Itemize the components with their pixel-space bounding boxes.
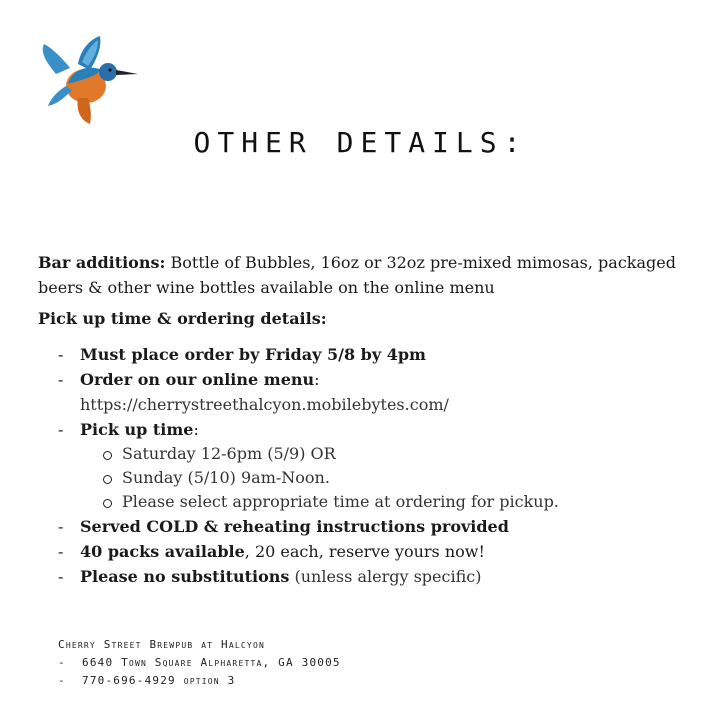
kingfisher-logo-icon: [38, 34, 138, 126]
dash-marker: -: [58, 420, 64, 439]
details-list: [38, 342, 688, 589]
bar-additions-text: Bottle of Bubbles, 16oz or 32oz pre-mixed mimosas, packaged beers & other wine bottles available on the online menu: [38, 253, 676, 297]
pickup-option-text: Please select appropriate time at ordering for pickup.: [122, 492, 559, 511]
dash-marker: -: [58, 674, 66, 687]
dash-marker: -: [58, 656, 66, 669]
address-text: 6640 Town Square Alpharetta, GA 30005: [82, 656, 341, 669]
served-cold-text: Served COLD & reheating instructions provided: [80, 517, 509, 536]
dash-marker: -: [58, 517, 64, 536]
pickup-options-list: [80, 442, 688, 514]
order-deadline-text: Must place order by Friday 5/8 by 4pm: [80, 345, 426, 364]
packs-available-label: 40 packs available: [80, 542, 245, 561]
list-item: [38, 367, 688, 417]
packs-available-text: , 20 each, reserve yours now!: [244, 542, 485, 561]
list-item: [38, 514, 688, 539]
phone-line: [58, 672, 341, 690]
dash-marker: -: [58, 542, 64, 561]
page-title: OTHER DETAILS:: [193, 126, 528, 159]
list-item: [38, 539, 688, 564]
business-name: Cherry Street Brewpub at Halcyon: [58, 638, 265, 651]
pickup-option-text: Saturday 12-6pm (5/9) OR: [122, 444, 336, 463]
list-item: [38, 342, 688, 367]
pickup-option: [80, 442, 688, 466]
pickup-time-label: Pick up time: [80, 420, 194, 439]
circle-bullet-icon: [103, 475, 112, 484]
pickup-time-colon: :: [193, 420, 199, 439]
pickup-option-text: Sunday (5/10) 9am-Noon.: [122, 468, 330, 487]
dash-marker: -: [58, 567, 64, 586]
bar-additions-paragraph: [38, 250, 688, 300]
online-menu-url: https://cherrystreethalcyon.mobilebytes.com/: [80, 395, 449, 414]
phone-text: 770-696-4929 option 3: [82, 674, 236, 687]
no-substitutions-label: Please no substitutions: [80, 567, 290, 586]
address-line: [58, 654, 341, 672]
online-menu-label: Order on our online menu: [80, 370, 315, 389]
bar-additions-label: Bar additions:: [38, 253, 166, 272]
circle-bullet-icon: [103, 499, 112, 508]
list-item: [38, 417, 688, 514]
footer: [58, 636, 341, 690]
pickup-option: [80, 490, 688, 514]
circle-bullet-icon: [103, 451, 112, 460]
details-content: [38, 250, 688, 589]
dash-marker: -: [58, 370, 64, 389]
pickup-option: [80, 466, 688, 490]
list-item: [38, 564, 688, 589]
no-substitutions-text: (unless alergy specific): [289, 567, 482, 586]
dash-marker: -: [58, 345, 64, 364]
pickup-heading: Pick up time & ordering details:: [38, 309, 327, 328]
online-menu-colon: :: [314, 370, 320, 389]
